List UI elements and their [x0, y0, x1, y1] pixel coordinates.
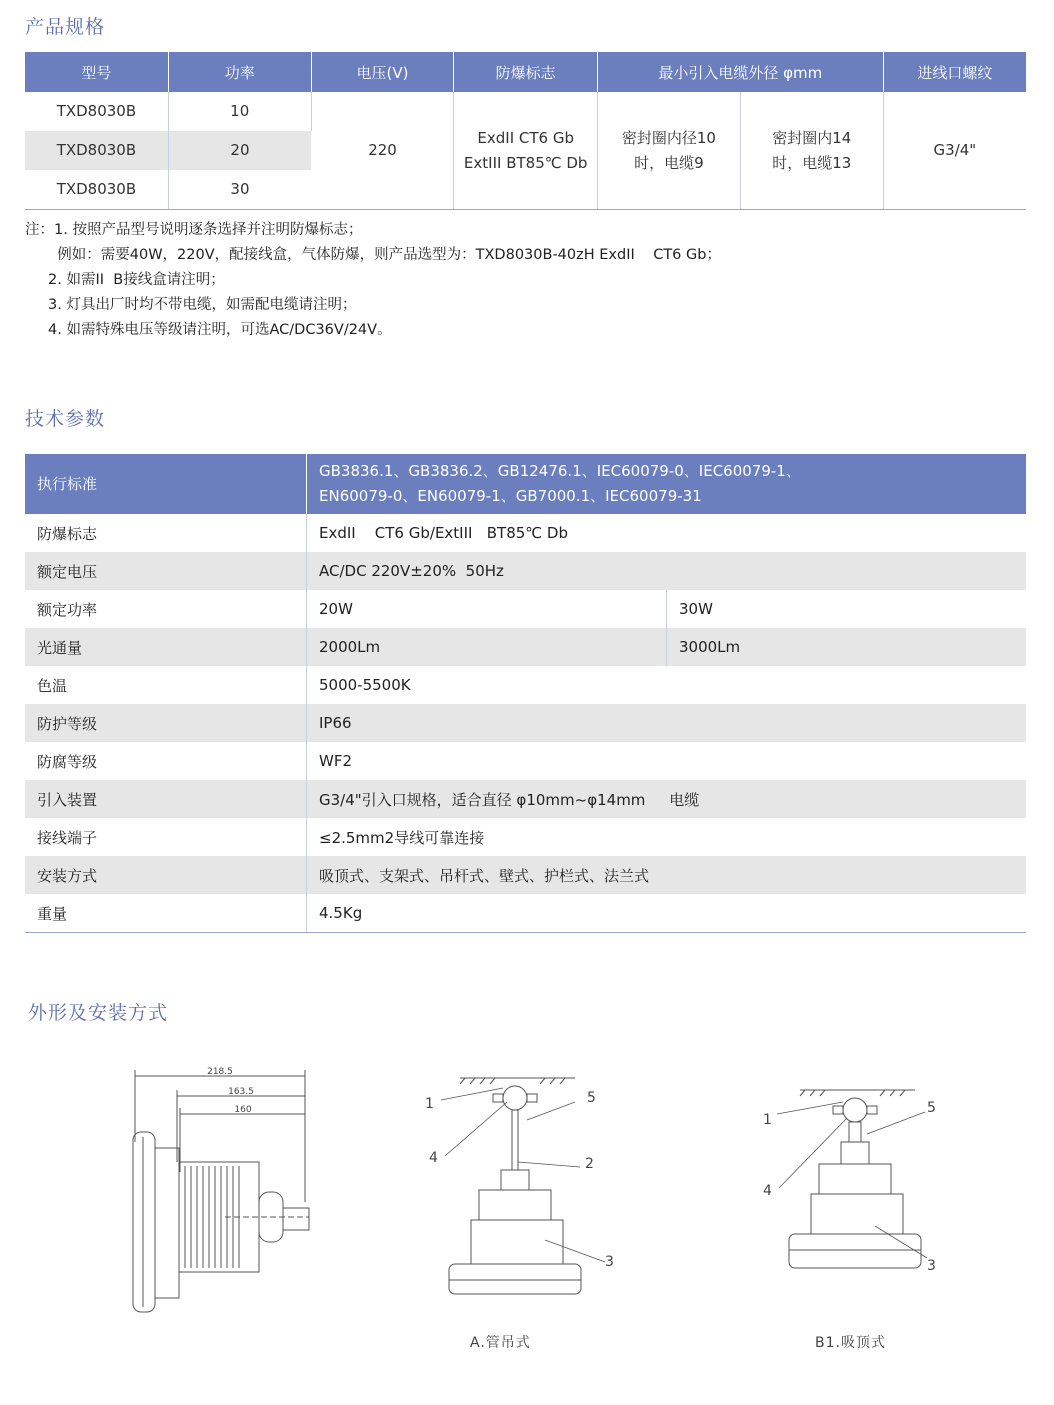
tech-row — [25, 552, 1026, 590]
tech-value: 20W — [307, 590, 667, 628]
model-cell: TXD8030B — [25, 170, 168, 210]
header-power: 功率 — [168, 52, 311, 92]
tech-row — [25, 856, 1026, 894]
callout-3: 3 — [605, 1254, 614, 1270]
callout-5: 5 — [927, 1100, 936, 1116]
note-line: 例如：需要40W，220V，配接线盒，气体防爆，则产品选型为：TXD8030B-40zH ExdII CT6 Gb； — [25, 247, 721, 263]
tech-value: 5000-5500K — [319, 676, 411, 694]
header-model: 型号 — [25, 52, 168, 92]
cable-b-line2: 时，电缆13 — [772, 153, 852, 172]
tech-label: 额定功率 — [25, 590, 307, 628]
tech-value: 4.5Kg — [307, 894, 1027, 933]
tech-row — [25, 590, 1026, 628]
dimension-label: 163.5 — [228, 1087, 254, 1097]
model-cell: TXD8030B — [25, 131, 168, 170]
tech-row — [25, 742, 1026, 780]
tech-row — [25, 704, 1026, 742]
table-row — [25, 92, 1026, 131]
tech-label: 重量 — [25, 894, 307, 933]
dimension-label: 218.5 — [207, 1067, 233, 1077]
note-line: 4. 如需特殊电压等级请注明，可选AC/DC36V/24V。 — [25, 322, 392, 338]
spec-table — [25, 52, 1026, 210]
cable-b-line1: 密封圈内14 — [772, 128, 852, 147]
ex-mark-cell — [454, 92, 597, 210]
voltage-cell: 220 — [311, 92, 454, 210]
power-cell: 20 — [168, 131, 311, 170]
cable-a-line1: 密封圈内径10 — [621, 128, 716, 147]
cable-b-cell — [740, 92, 883, 210]
callout-3: 3 — [927, 1258, 936, 1274]
tech-label: 防腐等级 — [25, 742, 307, 780]
ex-mark-line2: ExtIII BT85℃ Db — [463, 153, 588, 172]
tech-value: ExdII CT6 Gb/ExtIII BT85℃ Db — [319, 524, 568, 542]
cable-a-line2: 时，电缆9 — [634, 153, 704, 172]
cable-a-cell — [597, 92, 740, 210]
tech-value: 吸顶式、支架式、吊杆式、壁式、护栏式、法兰式 — [307, 856, 1027, 894]
tech-row — [25, 780, 1026, 818]
callout-4: 4 — [763, 1183, 772, 1199]
thread-cell: G3/4" — [883, 92, 1026, 210]
tech-row — [25, 666, 1026, 704]
tech-value: AC/DC 220V±20% 50Hz — [307, 552, 1027, 590]
tech-row-standard — [25, 454, 1026, 514]
tech-value: G3/4"引入口规格，适合直径 φ10mm~φ14mm 电缆 — [307, 780, 1027, 818]
callout-1: 1 — [763, 1112, 772, 1128]
callout-1: 1 — [425, 1096, 434, 1112]
tech-label: 接线端子 — [25, 818, 307, 856]
tech-label: 执行标准 — [25, 454, 307, 514]
header-ex-mark: 防爆标志 — [454, 52, 597, 92]
tech-value: WF2 — [319, 752, 353, 770]
tech-label: 光通量 — [25, 628, 307, 666]
tech-value: 2000Lm — [307, 628, 667, 666]
header-thread: 进线口螺纹 — [883, 52, 1026, 92]
caption-pipe-mount: A.管吊式 — [470, 1335, 531, 1351]
tech-table — [25, 454, 1026, 933]
tech-label: 防爆标志 — [25, 514, 307, 552]
pipe-mount-drawing — [415, 1070, 625, 1310]
spec-table-header — [25, 52, 1026, 92]
tech-value-2: 30W — [679, 600, 713, 618]
tech-label: 安装方式 — [25, 856, 307, 894]
tech-label: 色温 — [25, 666, 307, 704]
tech-row — [25, 628, 1026, 666]
shape-section-title: 外形及安装方式 — [28, 1002, 169, 1024]
model-cell: TXD8030B — [25, 92, 168, 131]
tech-label: 额定电压 — [25, 552, 307, 590]
standard-line2: EN60079-0、EN60079-1、GB7000.1、IEC60079-31 — [319, 487, 702, 505]
note-line: 3. 灯具出厂时均不带电缆，如需配电缆请注明； — [25, 297, 357, 313]
note-line: 2. 如需II B接线盒请注明； — [25, 272, 225, 288]
notes — [25, 218, 721, 343]
tech-row — [25, 894, 1026, 933]
standard-line1: GB3836.1、GB3836.2、GB12476.1、IEC60079-0、IEC60079-1、 — [319, 462, 801, 480]
tech-row — [25, 514, 1026, 552]
tech-value — [307, 454, 1027, 514]
ceiling-mount-drawing — [755, 1078, 955, 1278]
tech-label: 引入装置 — [25, 780, 307, 818]
callout-2: 2 — [585, 1156, 594, 1172]
power-cell: 30 — [168, 170, 311, 210]
tech-value: ≤2.5mm2导线可靠连接 — [319, 828, 485, 847]
power-cell: 10 — [168, 92, 311, 131]
tech-value: IP66 — [307, 704, 1027, 742]
tech-row — [25, 818, 1026, 856]
tech-section-title: 技术参数 — [25, 408, 106, 430]
side-view-drawing — [125, 1062, 315, 1322]
header-voltage: 电压(V) — [311, 52, 454, 92]
note-line: 注：1. 按照产品型号说明逐条选择并注明防爆标志； — [25, 222, 363, 238]
spec-section-title: 产品规格 — [25, 16, 106, 38]
dimension-label: 160 — [234, 1105, 252, 1115]
callout-4: 4 — [429, 1150, 438, 1166]
tech-label: 防护等级 — [25, 704, 307, 742]
ex-mark-line1: ExdII CT6 Gb — [477, 128, 574, 147]
callout-5: 5 — [587, 1090, 596, 1106]
tech-value-2: 3000Lm — [667, 628, 1027, 666]
header-cable-diameter: 最小引入电缆外径 φmm — [597, 52, 883, 92]
caption-ceiling-mount: B1.吸顶式 — [815, 1335, 886, 1351]
